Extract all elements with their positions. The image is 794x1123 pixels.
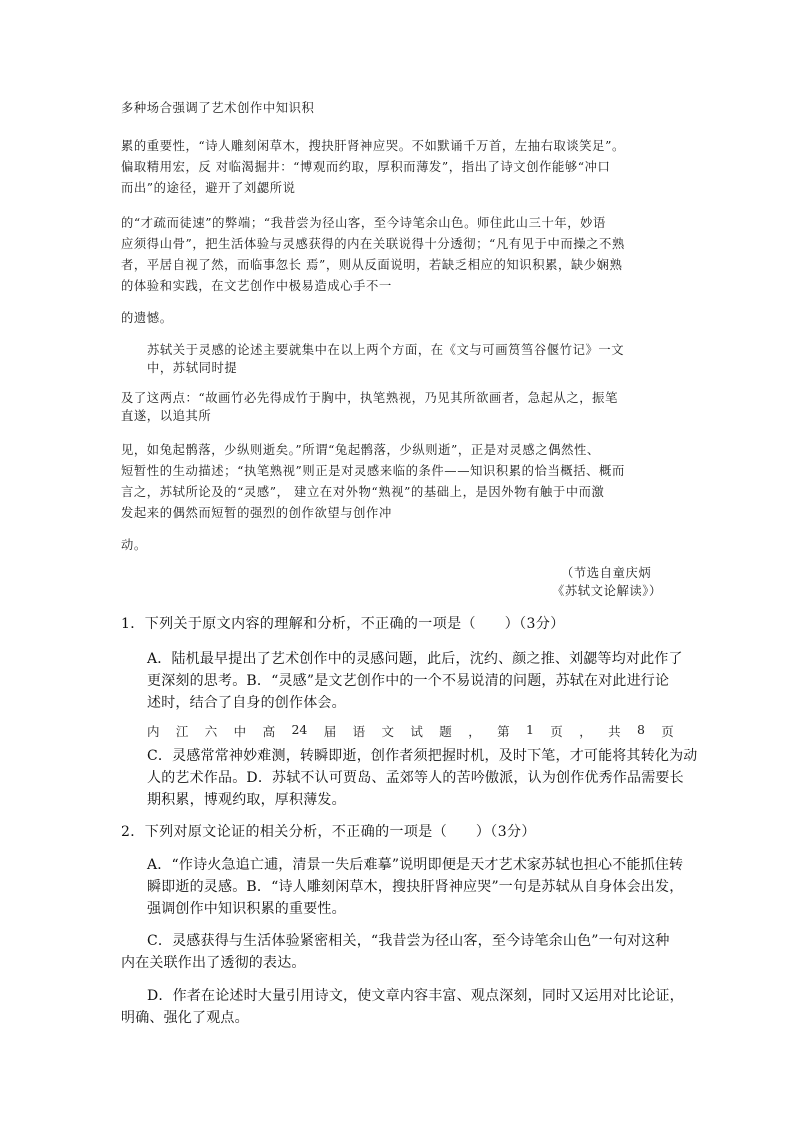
header-cell: 共 [608, 724, 621, 739]
header-cell: 题 [439, 724, 452, 739]
passage-line: 苏轼关于灵感的论述主要就集中在以上两个方面，在《文与可画筼筜谷偃竹记》一文 [147, 343, 625, 357]
passage-line: 多种场合强调了艺术创作中知识积 [121, 101, 315, 115]
passage-line: 的体验和实践，在文艺创作中极易造成心手不一 [121, 279, 392, 293]
header-cell: 1 [525, 722, 534, 737]
q1-option-line: 人的艺术作品。D．苏轼不认可贾岛、孟郊等人的苦吟傲派，认为创作优秀作品需要长 [147, 770, 684, 786]
question-2-stem: 2．下列对原文论证的相关分析，不正确的一项是（ ）（3分） [121, 824, 536, 840]
passage-line: 累的重要性，“诗人雕刻闲草木，搜抉肝肾神应哭。不如默诵千万首，左抽右取谈笑足”。 [121, 139, 625, 153]
header-cell: 第 [497, 724, 510, 739]
q1-option-line: 期积累，博观约取，厚积薄发。 [147, 792, 346, 808]
passage-line: 偏取精用宏，反 对临渴掘井：“博观而约取，厚积而薄发”，指出了诗文创作能够“冲口 [121, 160, 611, 174]
q1-option-line: 更深刻的思考。B．“灵感”是文艺创作中的一个不易说清的问题，苏轼在对此进行论 [147, 673, 670, 689]
passage-line: 动。 [121, 538, 147, 552]
passage-line: 短暂性的生动描述；“执笔熟视”则正是对灵感来临的条件——知识积累的恰当概括、概而 [121, 464, 625, 478]
passage-line: 者，平居自视了然，而临事忽长 焉”，则从反面说明，若缺乏相应的知识积累，缺少娴熟 [121, 258, 623, 272]
header-cell: ， [579, 724, 592, 739]
passage-line: 的遗憾。 [121, 311, 173, 325]
header-cell: 内 [147, 724, 160, 739]
question-1-stem: 1．下列关于原文内容的理解和分析，不正确的一项是（ ）（3分） [121, 616, 565, 632]
header-cell: 中 [233, 724, 247, 739]
passage-line: 见，如兔起鹘落，少纵则逝矣。”所谓“兔起鹘落，少纵则逝”，正是对灵感之偶然性、 [121, 443, 600, 457]
header-cell: 8 [636, 722, 645, 737]
passage-line: 应须得山骨”，把生活体验与灵感获得的内在关联说得十分透彻；“凡有见于中而操之不熟 [121, 237, 625, 251]
passage-line: 发起来的偶然而短暂的强烈的创作欲望与创作冲 [121, 506, 392, 520]
header-cell: 页 [661, 724, 674, 739]
q2-option-line: 明确、强化了观点。 [121, 1010, 249, 1026]
passage-line: 中，苏轼同时提 [147, 361, 238, 375]
header-cell: 试 [410, 724, 423, 739]
passage-line: 而出”的途径，避开了刘勰所说 [121, 181, 296, 195]
header-cell: 江 [175, 724, 189, 739]
passage-line: 直遂，以追其所 [121, 409, 212, 423]
header-cell: 24 [291, 722, 308, 737]
page-header-running [147, 722, 674, 740]
header-cell: ， [468, 724, 481, 739]
q2-option-line: C．灵感获得与生活体验紧密相关，“我昔尝为径山客，至今诗笔余山色”一句对这种 [147, 933, 670, 949]
header-cell: 六 [204, 724, 218, 739]
header-cell: 高 [262, 724, 276, 739]
q1-option-line: 述时，结合了自身的创作体会。 [147, 695, 346, 711]
header-cell: 文 [381, 724, 395, 739]
source-citation: 《苏轼文论解读》） [552, 584, 662, 598]
q2-option-line: D．作者在论述时大量引用诗文，使文章内容丰富、观点深刻，同时又运用对比论证， [147, 988, 684, 1004]
header-cell: 届 [323, 724, 337, 739]
header-cell: 页 [550, 724, 563, 739]
q1-option-line: A．陆机最早提出了艺术创作中的灵感问题，此后，沈约、颜之推、刘勰等均对此作了 [147, 651, 683, 667]
q2-option-line: 瞬即逝的灵感。B．“诗人雕刻闲草木，搜抉肝肾神应哭”一句是苏轼从自身体会出发， [147, 879, 684, 895]
q2-option-line: 内在关联作出了透彻的表达。 [121, 955, 306, 971]
passage-line: 及了这两点：“故画竹必先得成竹于胸中，执笔熟视，乃见其所欲画者，急起从之，振笔 [121, 391, 618, 405]
q2-option-line: 强调创作中知识积累的重要性。 [147, 901, 346, 917]
passage-line: 的“才疏而徒速”的弊端；“我昔尝为径山客，至今诗笔余山色。师住此山三十年，妙语 [121, 216, 606, 230]
header-cell: 语 [352, 724, 366, 739]
q2-option-line: A．“作诗火急追亡逋，清景一失后难摹”说明即便是天才艺术家苏轼也担心不能抓住转 [147, 857, 684, 873]
source-citation: （节选自童庆炳 [561, 566, 652, 580]
q1-option-line: C．灵感常常神妙难测，转瞬即逝，创作者须把握时机，及时下笔，才可能将其转化为动 [147, 748, 698, 764]
passage-line: 言之，苏轼所论及的“灵感”， 建立在对外物“熟视”的基础上，是因外物有触于中而激 [121, 485, 605, 499]
